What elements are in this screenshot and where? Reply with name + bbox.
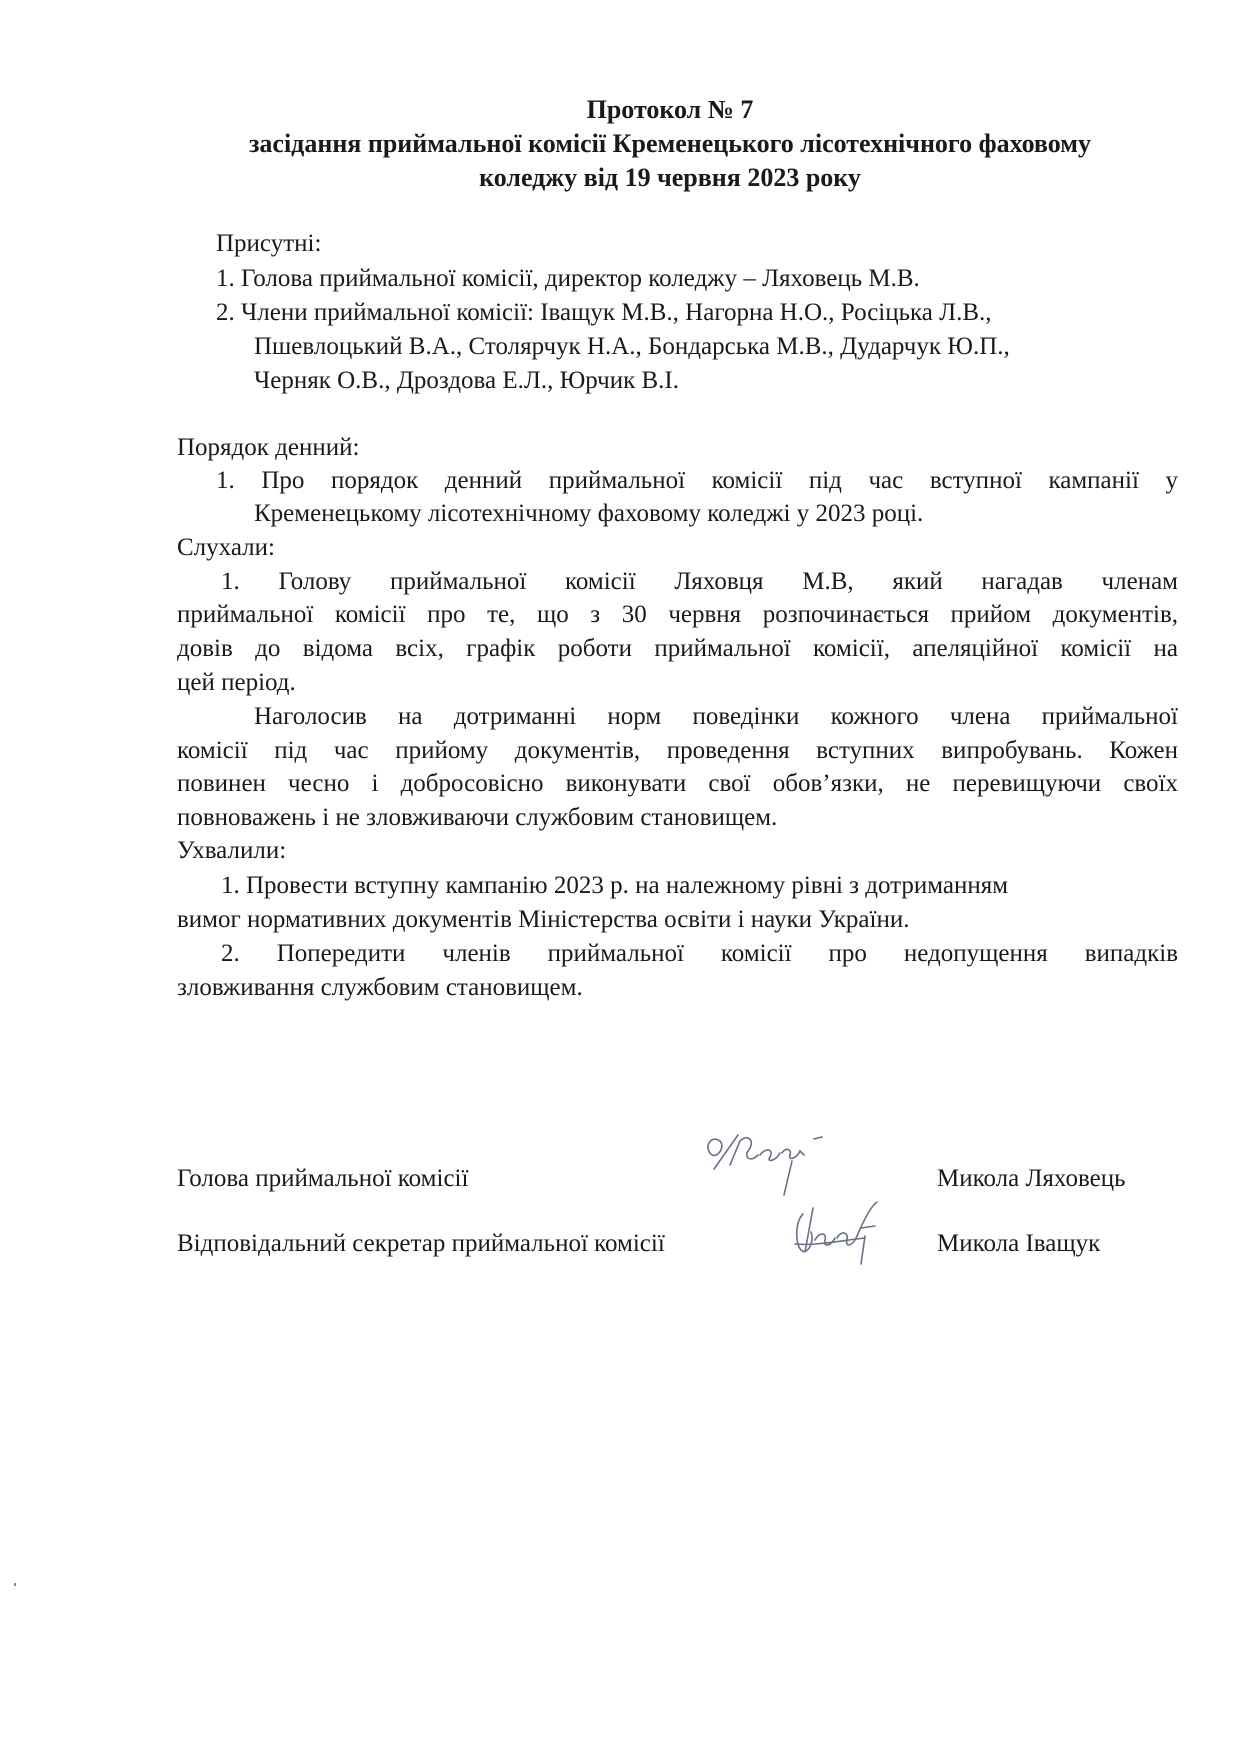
heard-p2-line2: комісії під час прийому документів, проведення вступних випробувань. Кожен xyxy=(177,737,1178,764)
agenda-label: Порядок денний: xyxy=(177,434,360,461)
protocol-subtitle-line1: засідання приймальної комісії Кременецького лісотехнічного фаховому xyxy=(248,129,1092,158)
heard-p1-line2: приймальної комісії про те, що з 30 червня розпочинається прийом документів, xyxy=(177,601,1178,628)
secretary-role: Відповідальний секретар приймальної комісії xyxy=(177,1230,665,1257)
heard-p2-line1: Наголосив на дотриманні норм поведінки кожного члена приймальної xyxy=(254,703,1178,730)
present-item-2-line2: Пшевлоцький В.А., Столярчук Н.А., Бондарська М.В., Дударчук Ю.П., xyxy=(254,333,1010,360)
chair-signature xyxy=(700,1125,840,1200)
heard-p1-line3: довів до відома всіх, графік роботи приймальної комісії, апеляційної комісії на xyxy=(177,635,1178,662)
heard-p2-line4: повноважень і не зловживаючи службовим становищем. xyxy=(177,804,778,831)
chair-name: Микола Ляховець xyxy=(937,1165,1126,1192)
present-label: Присутні: xyxy=(216,230,322,257)
present-item-1: 1. Голова приймальної комісії, директор коледжу – Ляховець М.В. xyxy=(216,265,920,292)
heard-p1-line1: 1. Голову приймальної комісії Ляховця М.В, який нагадав членам xyxy=(221,568,1178,595)
protocol-header xyxy=(170,93,1170,195)
agenda-item-1-line2: Кременецькому лісотехнічному фаховому коледжі у 2023 році. xyxy=(254,500,924,527)
resolved-label: Ухвалили: xyxy=(177,837,287,864)
secretary-name: Микола Іващук xyxy=(937,1230,1101,1257)
resolved-item-2-line1: 2. Попередити членів приймальної комісії про недопущення випадків xyxy=(221,940,1178,967)
protocol-title: Протокол № 7 xyxy=(586,95,754,124)
present-item-2-line1: 2. Члени приймальної комісії: Іващук М.В., Нагорна Н.О., Росіцька Л.В., xyxy=(216,299,992,326)
protocol-subtitle-line2: коледжу від 19 червня 2023 року xyxy=(479,163,861,192)
secretary-signature xyxy=(785,1192,895,1282)
resolved-item-1-line1: 1. Провести вступну кампанію 2023 р. на належному рівні з дотриманням xyxy=(221,872,1009,899)
scan-speck xyxy=(14,1583,16,1586)
heard-p1-line4: цей період. xyxy=(177,669,296,696)
heard-label: Слухали: xyxy=(177,534,275,561)
chair-role: Голова приймальної комісії xyxy=(177,1165,469,1192)
agenda-item-1-line1: 1. Про порядок денний приймальної комісії під час вступної кампанії у xyxy=(216,467,1178,494)
heard-p2-line3: повинен чесно і добросовісно виконувати свої обов’язки, не перевищуючи своїх xyxy=(177,770,1178,797)
present-item-2-line3: Черняк О.В., Дроздова Е.Л., Юрчик В.І. xyxy=(254,367,680,394)
resolved-item-2-line2: зловживання службовим становищем. xyxy=(177,974,583,1001)
resolved-item-1-line2: вимог нормативних документів Міністерства освіти і науки України. xyxy=(177,906,910,933)
